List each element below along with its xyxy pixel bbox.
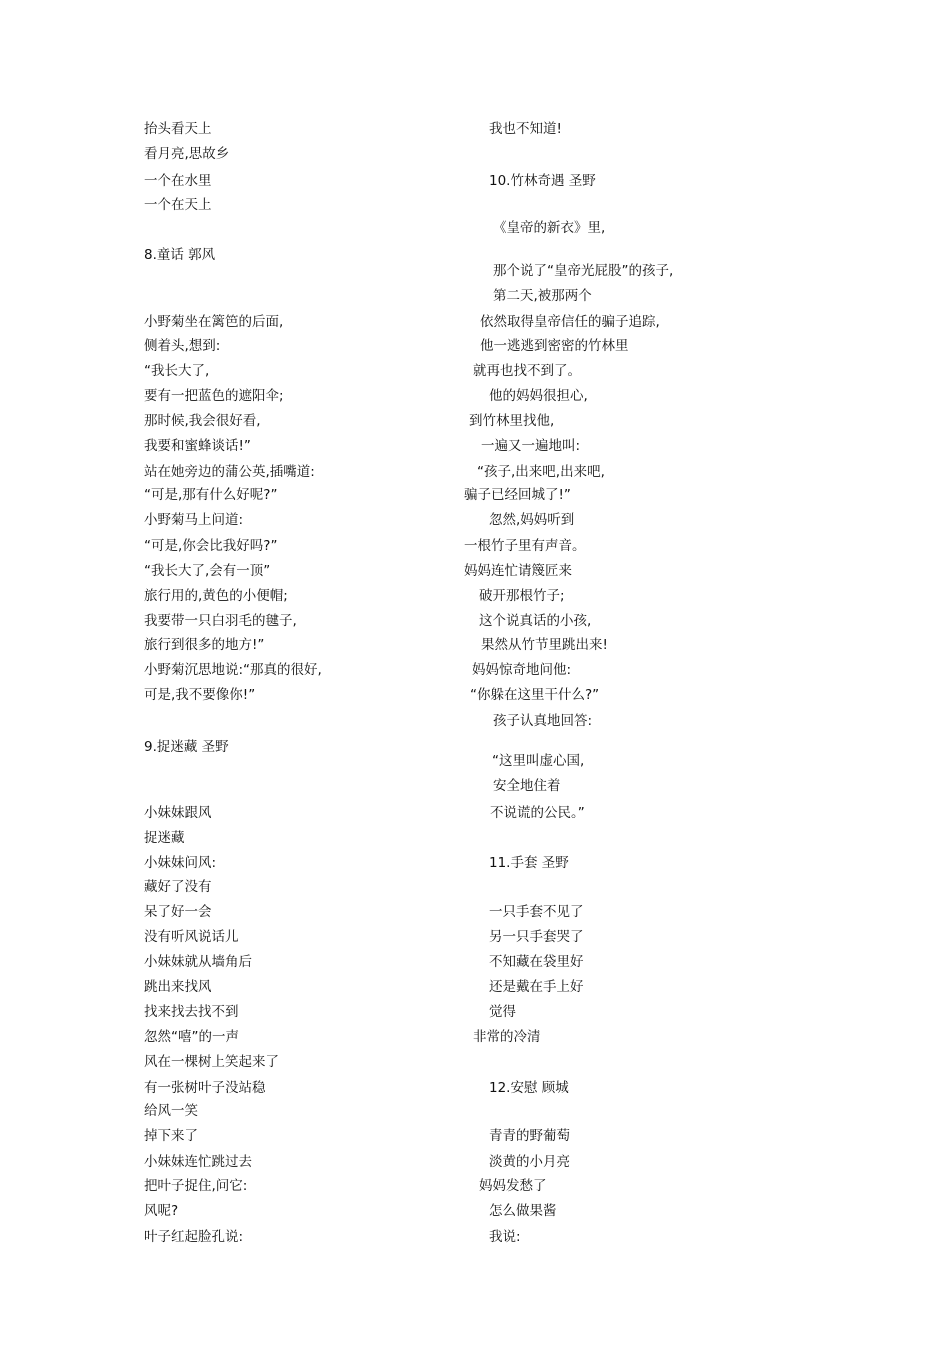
text-line: 忽然,妈妈听到 xyxy=(489,512,575,528)
text-line: 破开那根竹子; xyxy=(479,588,565,604)
text-line: 不说谎的公民。” xyxy=(490,805,585,821)
text-line: 小野菊坐在篱笆的后面, xyxy=(144,314,284,330)
text-line: 我要和蜜蜂谈话!” xyxy=(144,438,251,454)
text-line: 一个在天上 xyxy=(144,197,212,213)
text-line: 一只手套不见了 xyxy=(489,904,584,920)
text-line: 我也不知道! xyxy=(489,121,562,137)
text-line: 没有听风说话儿 xyxy=(144,929,239,945)
text-line: 到竹林里找他, xyxy=(469,413,555,429)
text-line: 把叶子捉住,问它: xyxy=(144,1178,248,1194)
text-line: 给风一笑 xyxy=(144,1103,198,1119)
text-line: 捉迷藏 xyxy=(144,830,185,846)
text-line: 妈妈发愁了 xyxy=(479,1178,547,1194)
text-line: 旅行到很多的地方!” xyxy=(144,637,265,653)
text-line: 孩子认真地回答: xyxy=(493,713,593,729)
text-line: 果然从竹节里跳出来! xyxy=(481,637,608,653)
text-line: 一个在水里 xyxy=(144,173,212,189)
text-line: 觉得 xyxy=(489,1004,516,1020)
text-line: “你躲在这里干什么?” xyxy=(470,687,600,703)
text-line: 呆了好一会 xyxy=(144,904,212,920)
text-line: 安全地住着 xyxy=(493,778,561,794)
text-line: 有一张树叶子没站稳 xyxy=(144,1080,266,1096)
text-line: 9.捉迷藏 圣野 xyxy=(144,739,229,755)
text-line: 小妹妹问风: xyxy=(144,855,217,871)
text-line: 妈妈连忙请篾匠来 xyxy=(464,563,572,579)
text-line: 非常的冷清 xyxy=(473,1029,541,1045)
text-line: 小妹妹跟风 xyxy=(144,805,212,821)
text-line: 10.竹林奇遇 圣野 xyxy=(489,173,596,189)
text-line: 依然取得皇帝信任的骗子追踪, xyxy=(480,314,660,330)
text-line: “可是,你会比我好吗?” xyxy=(144,538,278,554)
text-line: 淡黄的小月亮 xyxy=(489,1154,570,1170)
text-line: 这个说真话的小孩, xyxy=(479,613,592,629)
text-line: 侧着头,想到: xyxy=(144,338,221,354)
text-line: 风呢? xyxy=(144,1203,179,1219)
text-line: 就再也找不到了。 xyxy=(473,363,581,379)
text-line: 另一只手套哭了 xyxy=(489,929,584,945)
text-line: 那时候,我会很好看, xyxy=(144,413,261,429)
text-line: 他一逃逃到密密的竹林里 xyxy=(480,338,629,354)
text-line: 他的妈妈很担心, xyxy=(489,388,588,404)
text-line: 12.安慰 顾城 xyxy=(489,1080,569,1096)
text-line: 小野菊沉思地说:“那真的很好, xyxy=(144,662,322,678)
text-line: 我说: xyxy=(489,1229,521,1245)
text-line: 藏好了没有 xyxy=(144,879,212,895)
text-line: 妈妈惊奇地问他: xyxy=(472,662,572,678)
text-line: 那个说了“皇帝光屁股”的孩子, xyxy=(493,263,674,279)
text-line: 不知藏在袋里好 xyxy=(489,954,584,970)
text-line: 青青的野葡萄 xyxy=(489,1128,570,1144)
text-line: 一根竹子里有声音。 xyxy=(464,538,586,554)
text-line: 小妹妹连忙跳过去 xyxy=(144,1154,252,1170)
text-line: 叶子红起脸孔说: xyxy=(144,1229,244,1245)
text-line: 找来找去找不到 xyxy=(144,1004,239,1020)
text-line: 看月亮,思故乡 xyxy=(144,146,230,162)
text-line: 可是,我不要像你!” xyxy=(144,687,256,703)
text-line: 风在一棵树上笑起来了 xyxy=(144,1054,279,1070)
text-line: 11.手套 圣野 xyxy=(489,855,569,871)
text-line: 还是戴在手上好 xyxy=(489,979,584,995)
text-line: 忽然“嘻”的一声 xyxy=(144,1029,239,1045)
text-line: “可是,那有什么好呢?” xyxy=(144,487,278,503)
text-line: 8.童话 郭风 xyxy=(144,247,216,263)
text-line: 掉下来了 xyxy=(144,1128,198,1144)
text-line: 我要带一只白羽毛的毽子, xyxy=(144,613,297,629)
text-line: 一遍又一遍地叫: xyxy=(481,438,581,454)
text-line: 《皇帝的新衣》里, xyxy=(493,220,606,236)
text-line: 站在她旁边的蒲公英,插嘴道: xyxy=(144,464,315,480)
text-line: 跳出来找风 xyxy=(144,979,212,995)
text-line: “孩子,出来吧,出来吧, xyxy=(477,464,605,480)
text-line: 骗子已经回城了!” xyxy=(464,487,571,503)
text-line: “这里叫虚心国, xyxy=(492,753,585,769)
text-line: 小野菊马上问道: xyxy=(144,512,244,528)
text-line: “我长大了, xyxy=(144,363,210,379)
text-line: 旅行用的,黄色的小便帽; xyxy=(144,588,288,604)
text-line: 小妹妹就从墙角后 xyxy=(144,954,252,970)
text-line: 怎么做果酱 xyxy=(489,1203,557,1219)
text-line: 要有一把蓝色的遮阳伞; xyxy=(144,388,284,404)
text-line: 第二天,被那两个 xyxy=(493,288,592,304)
text-line: “我长大了,会有一顶” xyxy=(144,563,271,579)
text-line: 抬头看天上 xyxy=(144,121,212,137)
